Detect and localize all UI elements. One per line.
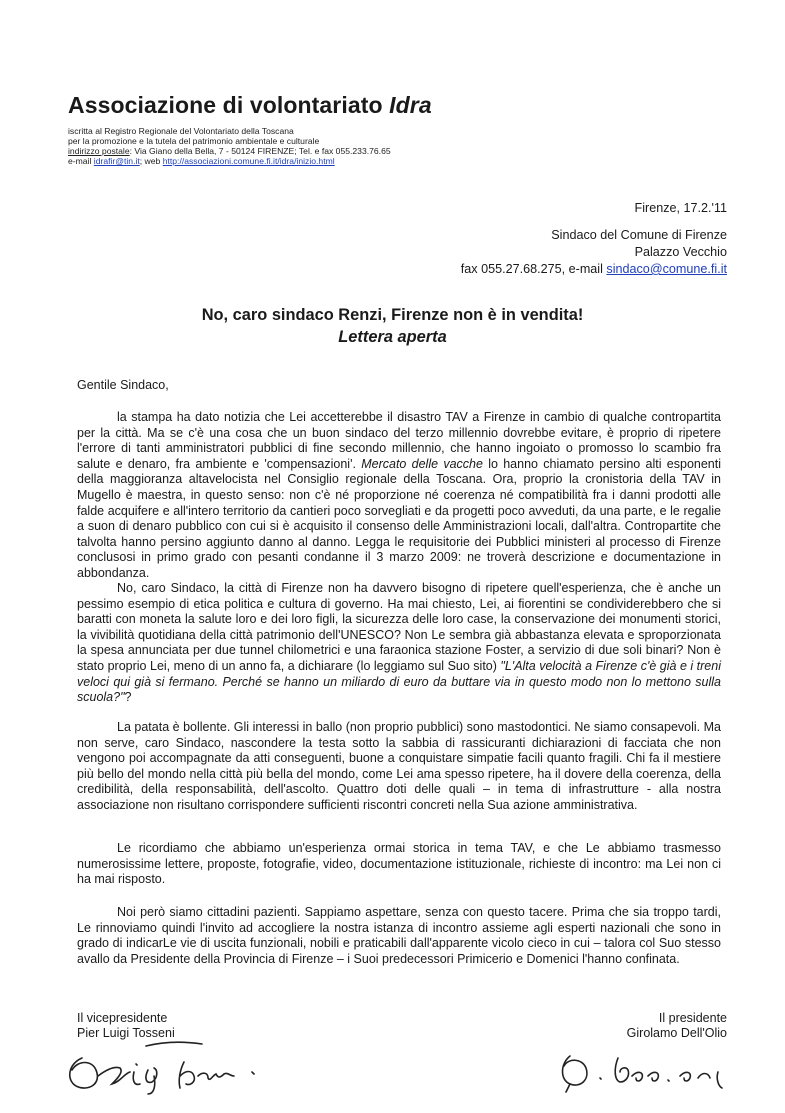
address-label: indirizzo postale	[68, 146, 130, 156]
organization-name-main: Associazione di volontariato	[68, 92, 390, 118]
president-handwritten-signature	[556, 1036, 756, 1096]
letter-title: No, caro sindaco Renzi, Firenze non è in vendita!	[201, 306, 584, 324]
paragraph-1	[77, 410, 721, 582]
mission-line: per la promozione e la tutela del patrimonio ambientale e culturale	[68, 136, 320, 146]
org-website-link[interactable]: http://associazioni.comune.fi.it/idra/inizio.html	[162, 156, 335, 166]
vicepresident-role: Il vicepresidente	[77, 1011, 168, 1025]
org-email-link[interactable]: idrafir@tin.it	[93, 156, 140, 166]
recipient-fax: fax 055.27.68.275, e-mail	[460, 262, 607, 276]
paragraph-2-text-c: ?	[124, 690, 132, 705]
paragraph-2	[77, 581, 721, 706]
salutation: Gentile Sindaco,	[77, 378, 169, 392]
organization-name-italic: Idra	[389, 92, 432, 118]
web-label: ; web	[139, 156, 163, 166]
president-name: Girolamo Dell'Olio	[626, 1026, 727, 1040]
paragraph-5: Noi però siamo cittadini pazienti. Sappiamo aspettare, senza con questo tacere. Prima che sia troppo tardi, Le rinnoviamo quindi l'invito ad accogliere la nostra istanza di incontro assieme agli esperti nazionali che sono in grado di indicarLe vie di uscita funzionali, nobili e praticabili dall'apparente vicolo cieco in cui – talora col Suo stesso avallo da Presidente della Provincia di Firenze – i Suoi predecessori Primicerio e Domenici l'hanno confinata.	[77, 905, 721, 966]
recipient-line2: Palazzo Vecchio	[634, 245, 727, 259]
paragraph-2-italic: "L'Alta velocità a Firenze c'è già e i treni veloci qui già si fermano. Perché se hanno un miliardo di euro da buttare via in questo modo non lo mettono sulla scuola?"	[77, 658, 721, 705]
letter-date: Firenze, 17.2.'11	[634, 201, 727, 215]
letter-subtitle: Lettera aperta	[338, 328, 447, 346]
address-line	[68, 146, 391, 157]
registry-line: iscritta al Registro Regionale del Volontariato della Toscana	[68, 126, 294, 136]
paragraph-2-text-a: No, caro Sindaco, la città di Firenze non ha davvero bisogno di ripetere quell'esperienza, che è anche un pessimo esempio di etica politica e cultura di governo. Ha mai chiesto, Lei, ai fiorentini se condividerebbero che si baratti con moneta la salute loro e dei loro figli, la sicurezza delle loro case, la conservazione dei monumenti storici, la vivibilità quotidiana della città patrimonio dell'UNESCO? Non Le sembra già abbastanza elevata e sproporzionata la spesa annunciata per due tunnel chilometrici e una faraonica stazione Foster, a servizio di due soli binari? Non è stato proprio Lei, meno di un anno fa, a dichiarare (lo leggiamo sul Suo sito)	[77, 581, 721, 673]
email-label: e-mail	[68, 156, 94, 166]
address-text: : Via Giano della Bella, 7 - 50124 FIRENZE; Tel. e fax 055.233.76.65	[129, 146, 391, 156]
president-role: Il presidente	[658, 1011, 727, 1025]
organization-name	[68, 92, 432, 119]
paragraph-1-text-c: lo hanno chiamato persino alti esponenti della maggioranza altavelocista nel Consiglio regionale della Toscana. Ora, proprio la cronistoria della TAV in Mugello è maestra, in questo senso: non c'è né proporzione né coerenza né compatibilità fra i danni prodotti alle falde acquifere e all'intero territorio da cantieri poco sorvegliati e da progetti poco avveduti, da una parte, e le regalie a suon di denaro pubblico con cui si è acquisito il consenso delle Amministrazioni locali, dall'altra. Contropartite che talvolta hanno persino aggiunto danno al danno. Legga le requisitorie dei Pubblici ministeri al processo di Firenze conclusosi in primo grado con pesanti condanne il 3 marzo 2009: ne troverà descrizione e documentazione in abbondanza.	[77, 456, 721, 580]
paragraph-1-text-a: la stampa ha dato notizia che Lei accetterebbe il disastro TAV a Firenze in cambio di qualche contropartita per la città. Ma se c'è una cosa che un buon sindaco del terzo millennio dovrebbe evitare, è proprio di ripetere l'errore di tanti amministratori pubblici di fine secondo millennio, che hanno ingoiato o promosso lo scambio fra salute e denaro, fra ambiente e 'compensazioni'.	[77, 410, 721, 471]
vicepresident-handwritten-signature	[62, 1036, 302, 1096]
paragraph-3: La patata è bollente. Gli interessi in ballo (non proprio pubblici) sono mastodontici. Ne siamo consapevoli. Ma non serve, caro Sindaco, nascondere la testa sotto la sabbia di rassicuranti dichiarazioni di facciata che non vengono poi accompagnate da atti conseguenti, buone a conquistare simpatie facili quanto fragili. Chi fa il mestiere più bello del mondo nella città più bella del mondo, come Lei ama spesso ripetere, ha il dovere della coerenza, della credibilità, della responsabilità, dell'ascolto. Quattro doti delle quali – in tema di infrastrutture - alla nostra associazione non risultano corrispondere sufficienti riscontri concreti nella Sua azione amministrativa.	[77, 720, 721, 812]
contact-line	[68, 156, 335, 167]
recipient-email-link[interactable]: sindaco@comune.fi.it	[606, 262, 727, 276]
paragraph-1-italic: Mercato delle vacche	[361, 456, 483, 471]
vicepresident-name: Pier Luigi Tosseni	[77, 1026, 175, 1040]
paragraph-4: Le ricordiamo che abbiamo un'esperienza ormai storica in tema TAV, e che Le abbiamo trasmesso numerosissime lettere, proposte, fotografie, video, documentazione istituzionale, richieste di incontro: ma Lei non ci ha mai risposto.	[77, 841, 721, 887]
recipient-contact	[461, 262, 727, 276]
recipient-line1: Sindaco del Comune di Firenze	[551, 228, 727, 242]
